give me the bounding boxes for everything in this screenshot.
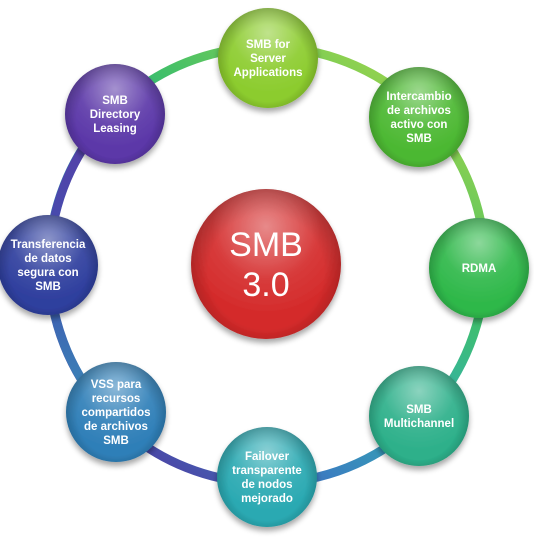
node-smb-for-server-applications bbox=[218, 8, 318, 108]
node-label-line: compartidos bbox=[81, 407, 151, 419]
node-label-line: Intercambio bbox=[386, 91, 452, 103]
node-label-line: activo con bbox=[390, 119, 448, 131]
node-smb-directory-leasing bbox=[65, 64, 165, 164]
node-label-line: Multichannel bbox=[383, 418, 455, 430]
center-node bbox=[191, 189, 341, 339]
node-label-line: mejorado bbox=[241, 493, 293, 505]
node-label-line: de nodos bbox=[241, 479, 293, 491]
node-label-line: SMB bbox=[35, 281, 61, 293]
node-label-line: SMB bbox=[102, 95, 128, 107]
node-label-line: SMB for bbox=[245, 39, 291, 51]
node-label-line: recursos bbox=[91, 393, 141, 405]
node-label-line: RDMA bbox=[461, 263, 497, 275]
node-rdma bbox=[429, 218, 529, 318]
node-label-line: Server bbox=[250, 53, 286, 65]
node-failover-transparente bbox=[217, 427, 317, 527]
node-label-line: segura con bbox=[17, 267, 79, 279]
node-label-line: VSS para bbox=[90, 379, 142, 391]
center-label-line: SMB bbox=[229, 226, 303, 264]
node-label-line: SMB bbox=[406, 404, 432, 416]
node-label-line: Applications bbox=[233, 67, 303, 79]
node-vss-recursos-compartidos bbox=[66, 362, 166, 462]
node-transferencia-datos-segura bbox=[0, 215, 98, 315]
node-label-line: de archivos bbox=[84, 421, 148, 433]
node-label-line: SMB bbox=[103, 435, 129, 447]
node-label-line: Transferencia bbox=[10, 239, 86, 251]
node-smb-multichannel bbox=[369, 366, 469, 466]
node-label-line: Failover bbox=[244, 451, 290, 463]
node-label bbox=[462, 263, 497, 275]
node-label-line: SMB bbox=[406, 133, 432, 145]
node-label-line: Leasing bbox=[93, 123, 137, 135]
node-label-line: transparente bbox=[232, 465, 302, 477]
node-label-line: de archivos bbox=[387, 105, 451, 117]
center-label-line: 3.0 bbox=[242, 266, 290, 304]
node-intercambio-archivos-activo bbox=[369, 67, 469, 167]
node-label-line: Directory bbox=[89, 109, 141, 121]
node-label-line: de datos bbox=[24, 253, 72, 265]
